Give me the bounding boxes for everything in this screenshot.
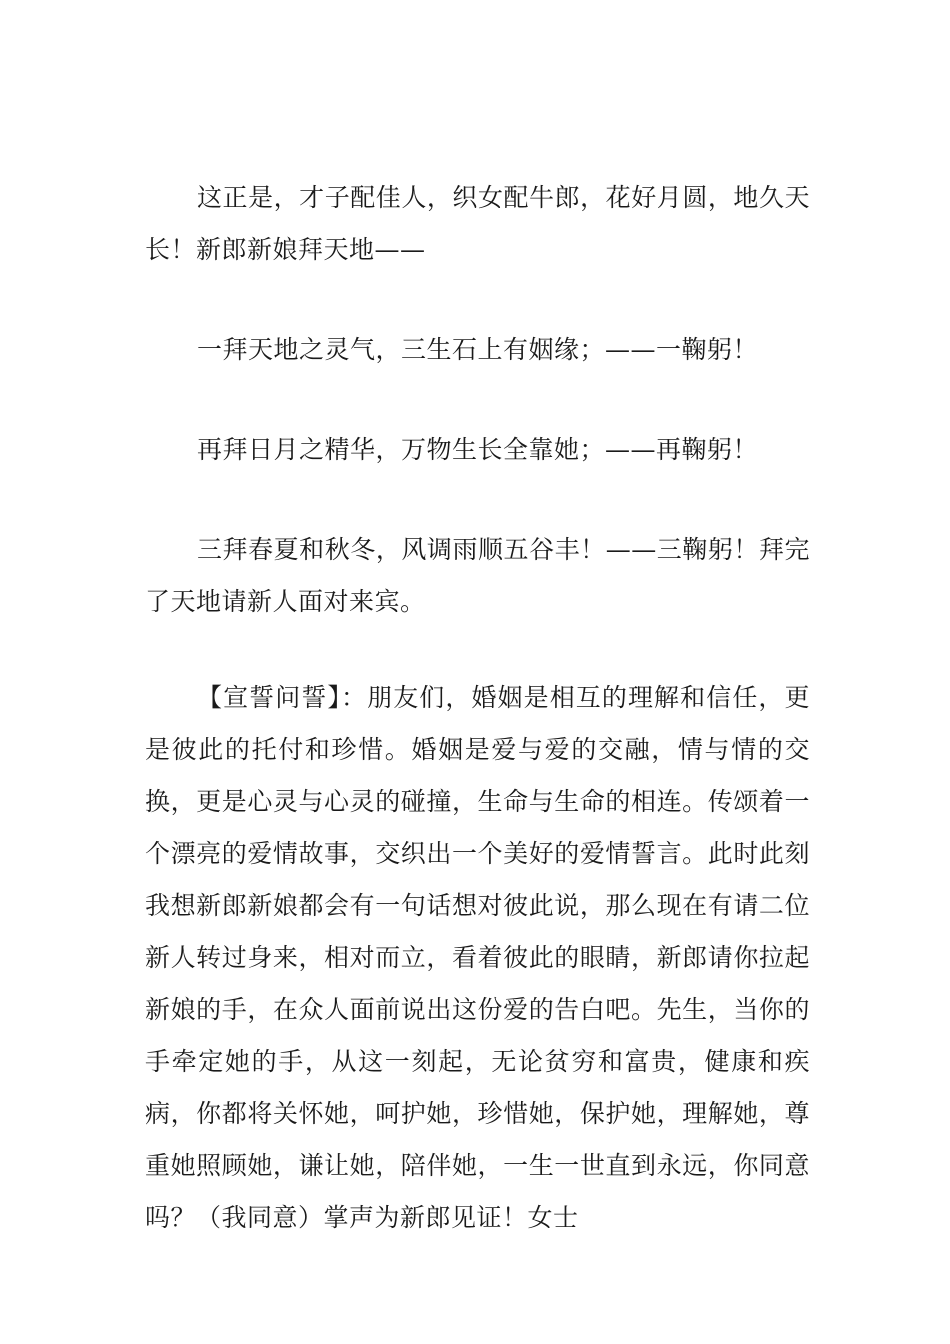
paragraph-second-bow: 再拜日月之精华，万物生长全靠她；——再鞠躬！ <box>197 435 759 464</box>
paragraph-first-bow: 一拜天地之灵气，三生石上有姻缘；——一鞠躬！ <box>197 335 759 364</box>
paragraph-vows: 【宣誓问誓】：朋友们，婚姻是相互的理解和信任，更是彼此的托付和珍惜。婚姻是爱与爱的交融，情与情的交换，更是心灵与心灵的碰撞，生命与生命的相连。传颂着一个漂亮的爱情故事，交织出一个美好的爱情誓言。此时此刻我想新郎新娘都会有一句话想对彼此说，那么现在有请二位新人转过身来，相对而立，看着彼此的眼睛，新郎请你拉起新娘的手，在众人面前说出这份爱的告白吧。先生，当你的手牵定她的手，从这一刻起，无论贫穷和富贵，健康和疾病，你都将关怀她，呵护她，珍惜她，保护她，理解她，尊重她照顾她，谦让她，陪伴她，一生一世直到永远，你同意吗？（我同意）掌声为新郎见证！女士 <box>145 683 810 1232</box>
paragraph-blessing: 这正是，才子配佳人，织女配牛郎，花好月圆，地久天长！新郎新娘拜天地—— <box>145 183 810 264</box>
paragraph-third-bow: 三拜春夏和秋冬，风调雨顺五谷丰！——三鞠躬！拜完了天地请新人面对来宾。 <box>145 535 810 616</box>
